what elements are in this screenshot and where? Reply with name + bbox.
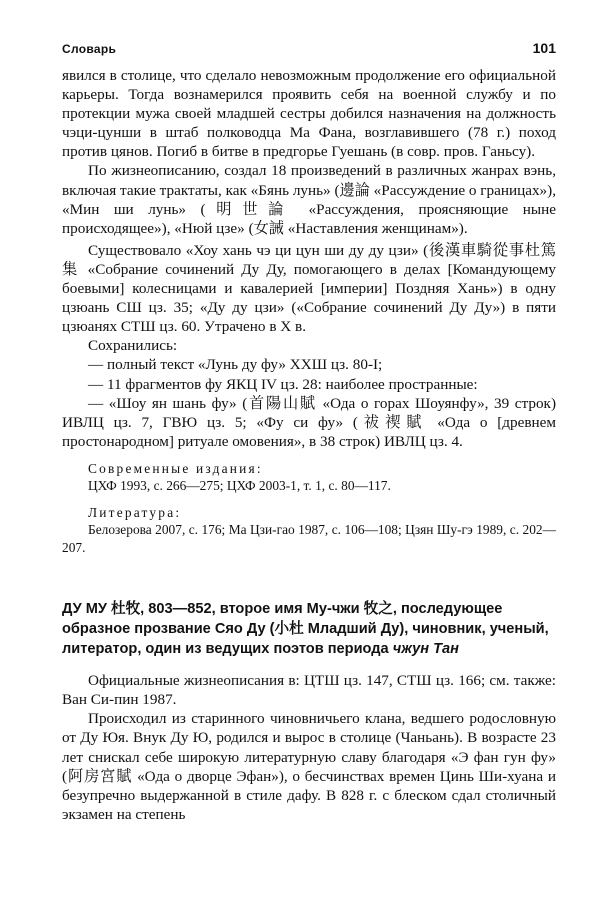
list-item: — «Шоу ян шань фу» (首陽山賦 «Ода о горах Шоуянфу», 39 строк) ИВЛЦ цз. 7, ГВЮ цз. 5; «Фу си фу» (祓禊賦 «Ода о [древнем простонародном] ритуале омовения», в 38 строк) ИВЛЦ цз. 4. [62, 394, 556, 450]
entry-heading-text: ДУ МУ 杜牧, 803—852, второе имя Му-чжи 牧之, последующее образное прозвание Сяо Ду (小杜 Младший Ду), чиновник, ученый, литератор, один из ведущих поэтов периода [62, 601, 549, 657]
literature-text: Белозерова 2007, с. 176; Ма Цзи-гао 1987, с. 106—108; Цзян Шу-гэ 1989, с. 202—207. [62, 522, 556, 555]
page [62, 40, 556, 824]
section-title: Словарь [62, 42, 117, 56]
list-item: — полный текст «Лунь ду фу» ХХШ цз. 80-I; [88, 356, 383, 374]
works-list [62, 355, 556, 450]
paragraph: По жизнеописанию, создал 18 произведений в различных жанрах вэнь, включая такие трактаты, как «Бянь лунь» (邊論 «Рассуждение о границах»), «Мин ши лунь» (明世論 «Рассуждения, проясняющие ныне происходящее»), «Нюй цзе» (女誡 «Наставления женщинам»). [62, 162, 557, 237]
entry-heading [62, 600, 556, 659]
entry-du-mu [62, 600, 556, 824]
paragraph: явился в столице, что сделало невозможным продолжение его официальной карьеры. Тогда вознамерился проявить себя на военной службу и по протекции мужа своей младшей сестры добился назначения на должность чэци-цунши в штаб полководца Ма Фана, возглавившего (78 г.) поход против цянов. Погиб в битве в предгорье Гуешань (в совр. пров. Ганьсу). [62, 67, 556, 161]
literature-heading: Литература: [88, 504, 182, 520]
editions-heading: Современные издания: [88, 460, 263, 476]
page-number: 101 [532, 40, 556, 56]
running-head [62, 40, 556, 66]
list-item: — 11 фрагментов фу ЯКЦ IV цз. 28: наиболее пространные: [88, 375, 478, 393]
paragraph: Происходил из старинного чиновничьего клана, ведшего родословную от Ду Юя. Внук Ду Ю, родился и вырос в столице (Чаньань). В возрасте 23 лет снискал себе широкую литературную славу благодаря «Э фан гун фу» (阿房宮賦 «Ода о дворце Эфан»), о бесчинствах времен Цинь Ши-хуана и безупречно выдержанной в стиле дафу. В 828 г. с блеском сдал столичный экзамен на степень [62, 710, 556, 823]
entry-heading-period: чжун Тан [392, 640, 459, 657]
paragraph: Официальные жизнеописания в: ЦТШ цз. 147, СТШ цз. 166; см. также: Ван Си-пин 1987. [62, 672, 556, 709]
paragraph: Существовало «Хоу хань чэ ци цун ши ду ду цзи» (後漢車騎從事杜篤集 «Собрание сочинений Ду Ду, помогающего в делах [Командующему боевыми] колесницами и кавалерией [империи] Поздняя Хань») в одну цзюань СШ цз. 35; «Ду ду цзи» («Собрание сочинений Ду Ду») в пяти цзюанях СТШ цз. 60. Утрачено в X в. [62, 241, 556, 336]
entry-du-du [62, 66, 556, 556]
editions-text: ЦХФ 1993, с. 266—275; ЦХФ 2003-1, т. 1, с. 80—117. [88, 478, 391, 494]
paragraph: Сохранились: [88, 337, 178, 355]
